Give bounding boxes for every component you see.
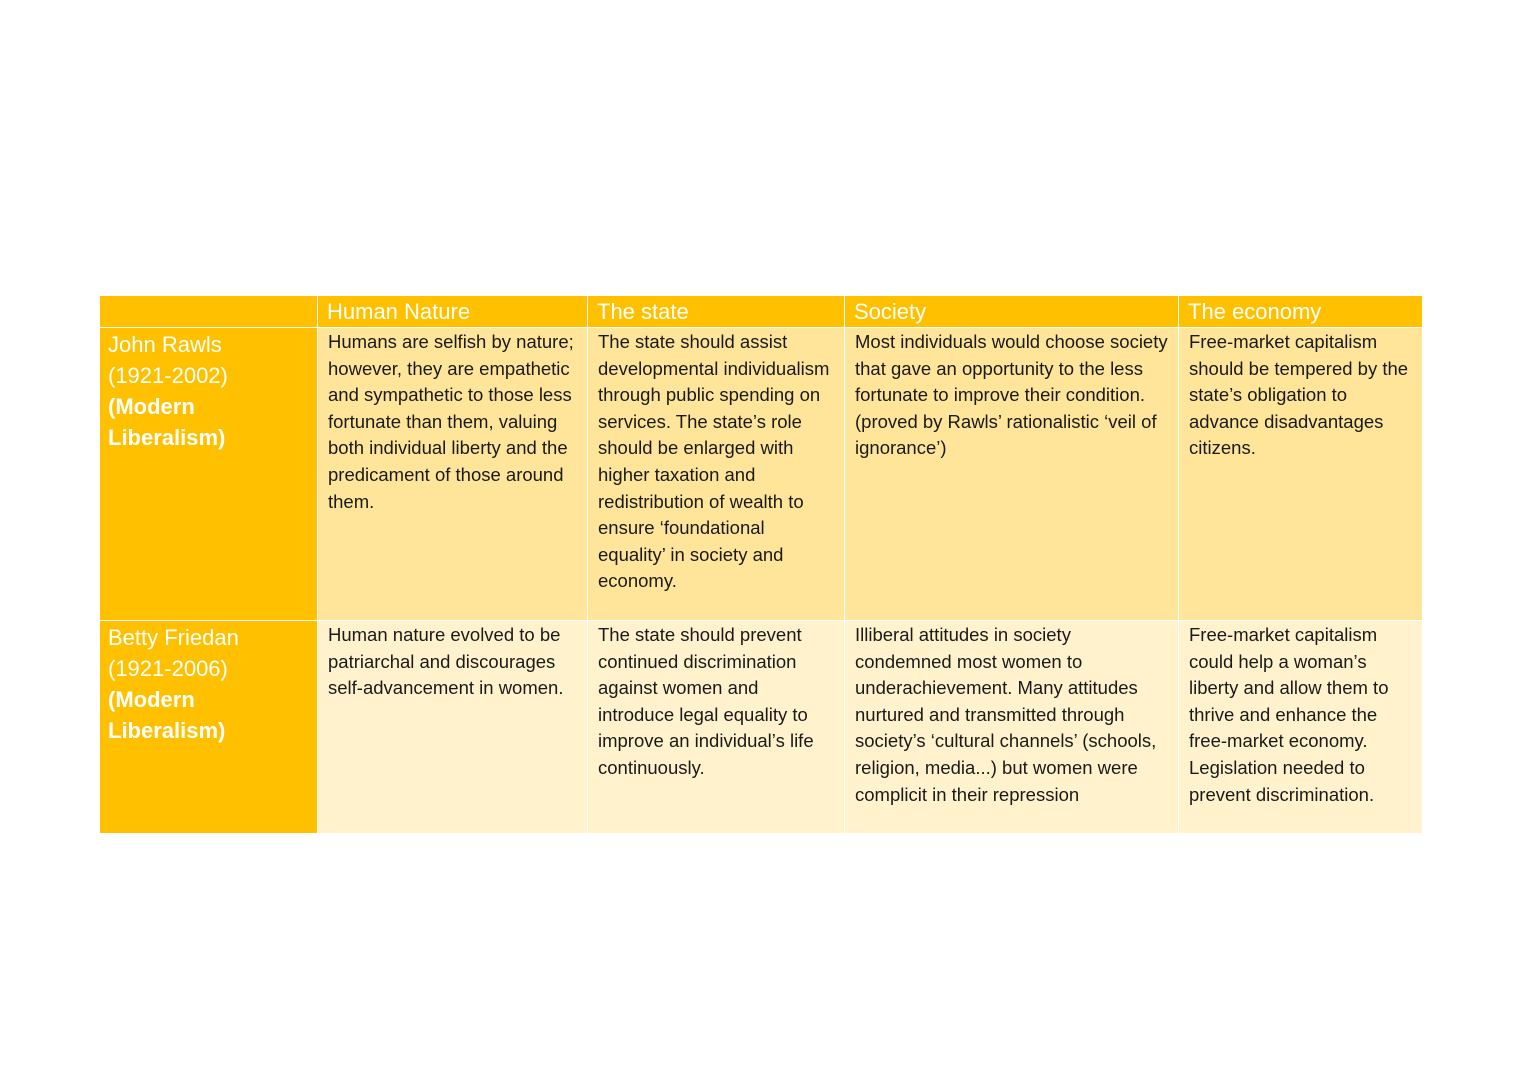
thinker-dates: (1921-2006) <box>108 656 228 681</box>
thinker-cell-friedan <box>100 621 318 834</box>
thinker-movement-line2: Liberalism) <box>108 718 226 743</box>
thinker-dates: (1921-2002) <box>108 363 228 388</box>
table-row-john-rawls <box>100 328 1423 621</box>
thinker-name: Betty Friedan <box>108 625 239 650</box>
cell-rawls-economy: Free-market capitalism should be tempered by the state’s obligation to advance disadvantages citizens. <box>1179 328 1423 621</box>
header-society: Society <box>845 296 1179 328</box>
cell-rawls-society: Most individuals would choose society that gave an opportunity to the less fortunate to improve their condition. (proved by Rawls’ rationalistic ‘veil of ignorance’) <box>845 328 1179 621</box>
cell-friedan-human-nature: Human nature evolved to be patriarchal and discourages self-advancement in women. <box>318 621 588 834</box>
thinker-movement-line1: (Modern <box>108 394 195 419</box>
cell-friedan-economy: Free-market capitalism could help a woman’s liberty and allow them to thrive and enhance the free-market economy. Legislation needed to prevent discrimination. <box>1179 621 1423 834</box>
header-the-state: The state <box>588 296 845 328</box>
cell-rawls-human-nature: Humans are selfish by nature; however, they are empathetic and sympathetic to those less fortunate than them, valuing both individual liberty and the predicament of those around them. <box>318 328 588 621</box>
header-row <box>100 296 1423 328</box>
thinker-movement-line1: (Modern <box>108 687 195 712</box>
header-corner <box>100 296 318 328</box>
header-the-economy: The economy <box>1179 296 1423 328</box>
cell-rawls-state: The state should assist developmental individualism through public spending on services. The state’s role should be enlarged with higher taxation and redistribution of wealth to ensure ‘foundational equality’ in society and economy. <box>588 328 845 621</box>
thinker-cell-rawls <box>100 328 318 621</box>
cell-friedan-state: The state should prevent continued discrimination against women and introduce legal equality to improve an individual’s life continuously. <box>588 621 845 834</box>
header-human-nature: Human Nature <box>318 296 588 328</box>
cell-friedan-society: Illiberal attitudes in society condemned most women to underachievement. Many attitudes nurtured and transmitted through society’s ‘cultural channels’ (schools, religion, media...) but women were complicit in their repression <box>845 621 1179 834</box>
liberalism-comparison-table <box>99 295 1423 834</box>
comparison-table-container <box>99 295 1422 834</box>
thinker-movement-line2: Liberalism) <box>108 425 226 450</box>
thinker-name: John Rawls <box>108 332 222 357</box>
table-row-betty-friedan <box>100 621 1423 834</box>
